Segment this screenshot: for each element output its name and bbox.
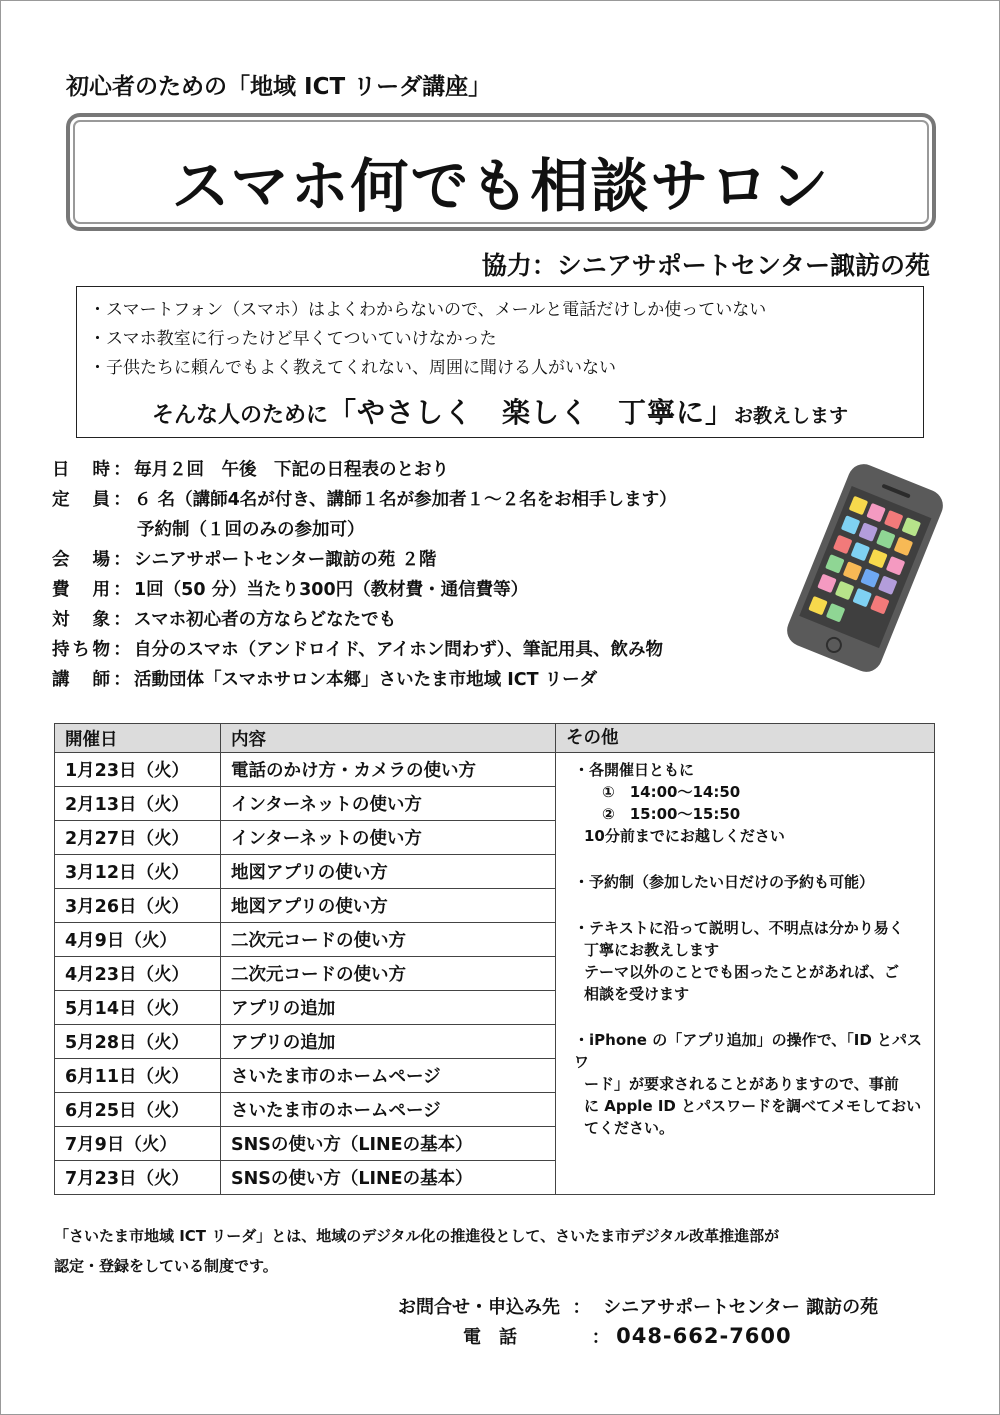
row-content: アプリの追加 bbox=[221, 991, 556, 1025]
info-label: 持ち物 bbox=[52, 640, 110, 660]
contact-tel-value: 048-662-7600 bbox=[616, 1324, 792, 1348]
note-line: に Apple ID とパスワードを調べてメモしておい bbox=[584, 1097, 922, 1115]
row-content: さいたま市のホームページ bbox=[221, 1093, 556, 1127]
footnote bbox=[54, 1221, 779, 1281]
note-line: ・iPhone の「アプリ追加」の操作で、「ID とパスワ bbox=[574, 1031, 923, 1071]
note-line: 相談を受けます bbox=[584, 985, 690, 1003]
note-line: 丁寧にお教えします bbox=[584, 941, 720, 959]
row-date: 6月25日（火） bbox=[55, 1093, 221, 1127]
note-session-times bbox=[574, 759, 924, 847]
row-content: アプリの追加 bbox=[221, 1025, 556, 1059]
info-value: スマホ初心者の方ならどなたでも bbox=[134, 610, 397, 630]
concern-item: ・スマートフォン（スマホ）はよくわからないので、メールと電話だけしか使っていない bbox=[89, 300, 767, 320]
info-row-fee: 費用 ： 1回（50 分）当たり300円（教材費・通信費等） bbox=[52, 576, 528, 601]
concern-item: ・スマホ教室に行ったけど早くてついていけなかった bbox=[89, 329, 497, 349]
note-line: テーマ以外のことでも困ったことがあれば、ご bbox=[584, 963, 900, 981]
subtitle: 初心者のための「地域 ICT リーダ講座」 bbox=[66, 74, 492, 100]
row-content: インターネットの使い方 bbox=[221, 821, 556, 855]
info-label: 費用 bbox=[52, 580, 110, 600]
footnote-line: 「さいたま市地域 ICT リーダ」とは、地域のデジタル化の推進役として、さいたま市デジタル改革推進部が bbox=[54, 1227, 780, 1245]
note-line: ード」が要求されることがありますので、事前 bbox=[584, 1075, 899, 1093]
info-value: ６ 名（講師4名が付き、講師１名が参加者１～２名をお相手します） bbox=[134, 490, 677, 510]
concerns-box bbox=[76, 286, 924, 438]
schedule-table bbox=[54, 723, 935, 1195]
note-line: ② 15:00～15:50 bbox=[602, 805, 741, 823]
row-content: 二次元コードの使い方 bbox=[221, 923, 556, 957]
cooperation-credit: 協力：シニアサポートセンター諏訪の苑 bbox=[481, 251, 930, 280]
info-row-capacity-extra: 予約制（１回のみの参加可） bbox=[137, 520, 365, 540]
info-row-target: 対象 ： スマホ初心者の方ならどなたでも bbox=[52, 606, 396, 631]
row-content: さいたま市のホームページ bbox=[221, 1059, 556, 1093]
row-date: 5月14日（火） bbox=[55, 991, 221, 1025]
table-row bbox=[55, 753, 935, 787]
info-label: 定員 bbox=[52, 490, 110, 510]
row-date: 4月9日（火） bbox=[55, 923, 221, 957]
info-row-capacity: 定員 ： ６ 名（講師4名が付き、講師１名が参加者１～２名をお相手します） bbox=[52, 486, 677, 511]
note-reservation bbox=[574, 871, 924, 893]
column-header-date: 開催日 bbox=[55, 724, 221, 753]
info-value: 活動団体「スマホサロン本郷」さいたま市地域 ICT リーダ bbox=[134, 670, 598, 690]
note-apple-id bbox=[574, 1029, 924, 1139]
row-date: 7月9日（火） bbox=[55, 1127, 221, 1161]
info-row-datetime: 日時 ： 毎月２回 午後 下記の日程表のとおり bbox=[52, 456, 449, 481]
info-value: 自分のスマホ（アンドロイド、アイホン問わず）、筆記用具、飲み物 bbox=[134, 640, 664, 660]
contact-inquiry-label: お問合せ・申込み先 bbox=[398, 1297, 560, 1318]
info-label: 日時 bbox=[52, 460, 110, 480]
contact-tel-label: 電話 bbox=[463, 1327, 535, 1348]
row-date: 2月13日（火） bbox=[55, 787, 221, 821]
note-line: ・各開催日ともに bbox=[574, 761, 695, 779]
row-content: 電話のかけ方・カメラの使い方 bbox=[221, 753, 556, 787]
footnote-line: 認定・登録をしている制度です。 bbox=[54, 1257, 278, 1275]
row-content: SNSの使い方（LINEの基本） bbox=[221, 1127, 556, 1161]
row-content: 二次元コードの使い方 bbox=[221, 957, 556, 991]
title-box bbox=[66, 113, 936, 231]
note-line: ・テキストに沿って説明し、不明点は分かり易く bbox=[574, 919, 904, 937]
column-header-other: その他 bbox=[556, 724, 935, 753]
page-title: スマホ何でも相談サロン bbox=[171, 152, 831, 220]
pitch-highlight: 「やさしく 楽しく 丁寧に」 bbox=[327, 396, 734, 429]
info-row-instructor: 講師 ： 活動団体「スマホサロン本郷」さいたま市地域 ICT リーダ bbox=[52, 666, 597, 691]
row-date: 5月28日（火） bbox=[55, 1025, 221, 1059]
info-row-belongings: 持ち物 ： 自分のスマホ（アンドロイド、アイホン問わず）、筆記用具、飲み物 bbox=[52, 636, 663, 661]
column-header-content: 内容 bbox=[221, 724, 556, 753]
row-date: 3月26日（火） bbox=[55, 889, 221, 923]
notes bbox=[566, 753, 924, 1139]
row-date: 7月23日（火） bbox=[55, 1161, 221, 1195]
pitch-line bbox=[77, 391, 923, 431]
info-label: 会場 bbox=[52, 550, 110, 570]
row-date: 1月23日（火） bbox=[55, 753, 221, 787]
row-content: 地図アプリの使い方 bbox=[221, 855, 556, 889]
contact-inquiry: お問合せ・申込み先 ： シニアサポートセンター 諏訪の苑 bbox=[398, 1297, 879, 1318]
smartphone-illustration-icon bbox=[770, 463, 960, 673]
info-value: 1回（50 分）当たり300円（教材費・通信費等） bbox=[134, 580, 529, 600]
info-value: 毎月２回 午後 下記の日程表のとおり bbox=[134, 460, 449, 480]
row-date: 2月27日（火） bbox=[55, 821, 221, 855]
row-date: 4月23日（火） bbox=[55, 957, 221, 991]
pitch-prefix: そんな人のために bbox=[151, 403, 328, 428]
note-teaching bbox=[574, 917, 924, 1005]
row-content: インターネットの使い方 bbox=[221, 787, 556, 821]
pitch-suffix: お教えします bbox=[734, 405, 849, 427]
row-date: 3月12日（火） bbox=[55, 855, 221, 889]
note-line: 10分前までにお越しください bbox=[584, 827, 785, 845]
info-label: 対象 bbox=[52, 610, 110, 630]
concern-item: ・子供たちに頼んでもよく教えてくれない、周囲に聞ける人がいない bbox=[89, 358, 616, 378]
info-row-venue: 会場 ： シニアサポートセンター諏訪の苑 ２階 bbox=[52, 546, 436, 571]
table-header-row bbox=[55, 724, 935, 753]
contact-telephone: 電話 ： 048-662-7600 bbox=[463, 1324, 792, 1348]
notes-cell bbox=[556, 753, 935, 1195]
info-value: シニアサポートセンター諏訪の苑 ２階 bbox=[134, 550, 437, 570]
info-label: 講師 bbox=[52, 670, 110, 690]
note-line: てください。 bbox=[584, 1119, 675, 1137]
note-line: ① 14:00～14:50 bbox=[602, 783, 741, 801]
note-line: ・予約制（参加したい日だけの予約も可能） bbox=[574, 873, 875, 891]
row-date: 6月11日（火） bbox=[55, 1059, 221, 1093]
row-content: SNSの使い方（LINEの基本） bbox=[221, 1161, 556, 1195]
contact-inquiry-value: シニアサポートセンター 諏訪の苑 bbox=[603, 1297, 879, 1318]
row-content: 地図アプリの使い方 bbox=[221, 889, 556, 923]
